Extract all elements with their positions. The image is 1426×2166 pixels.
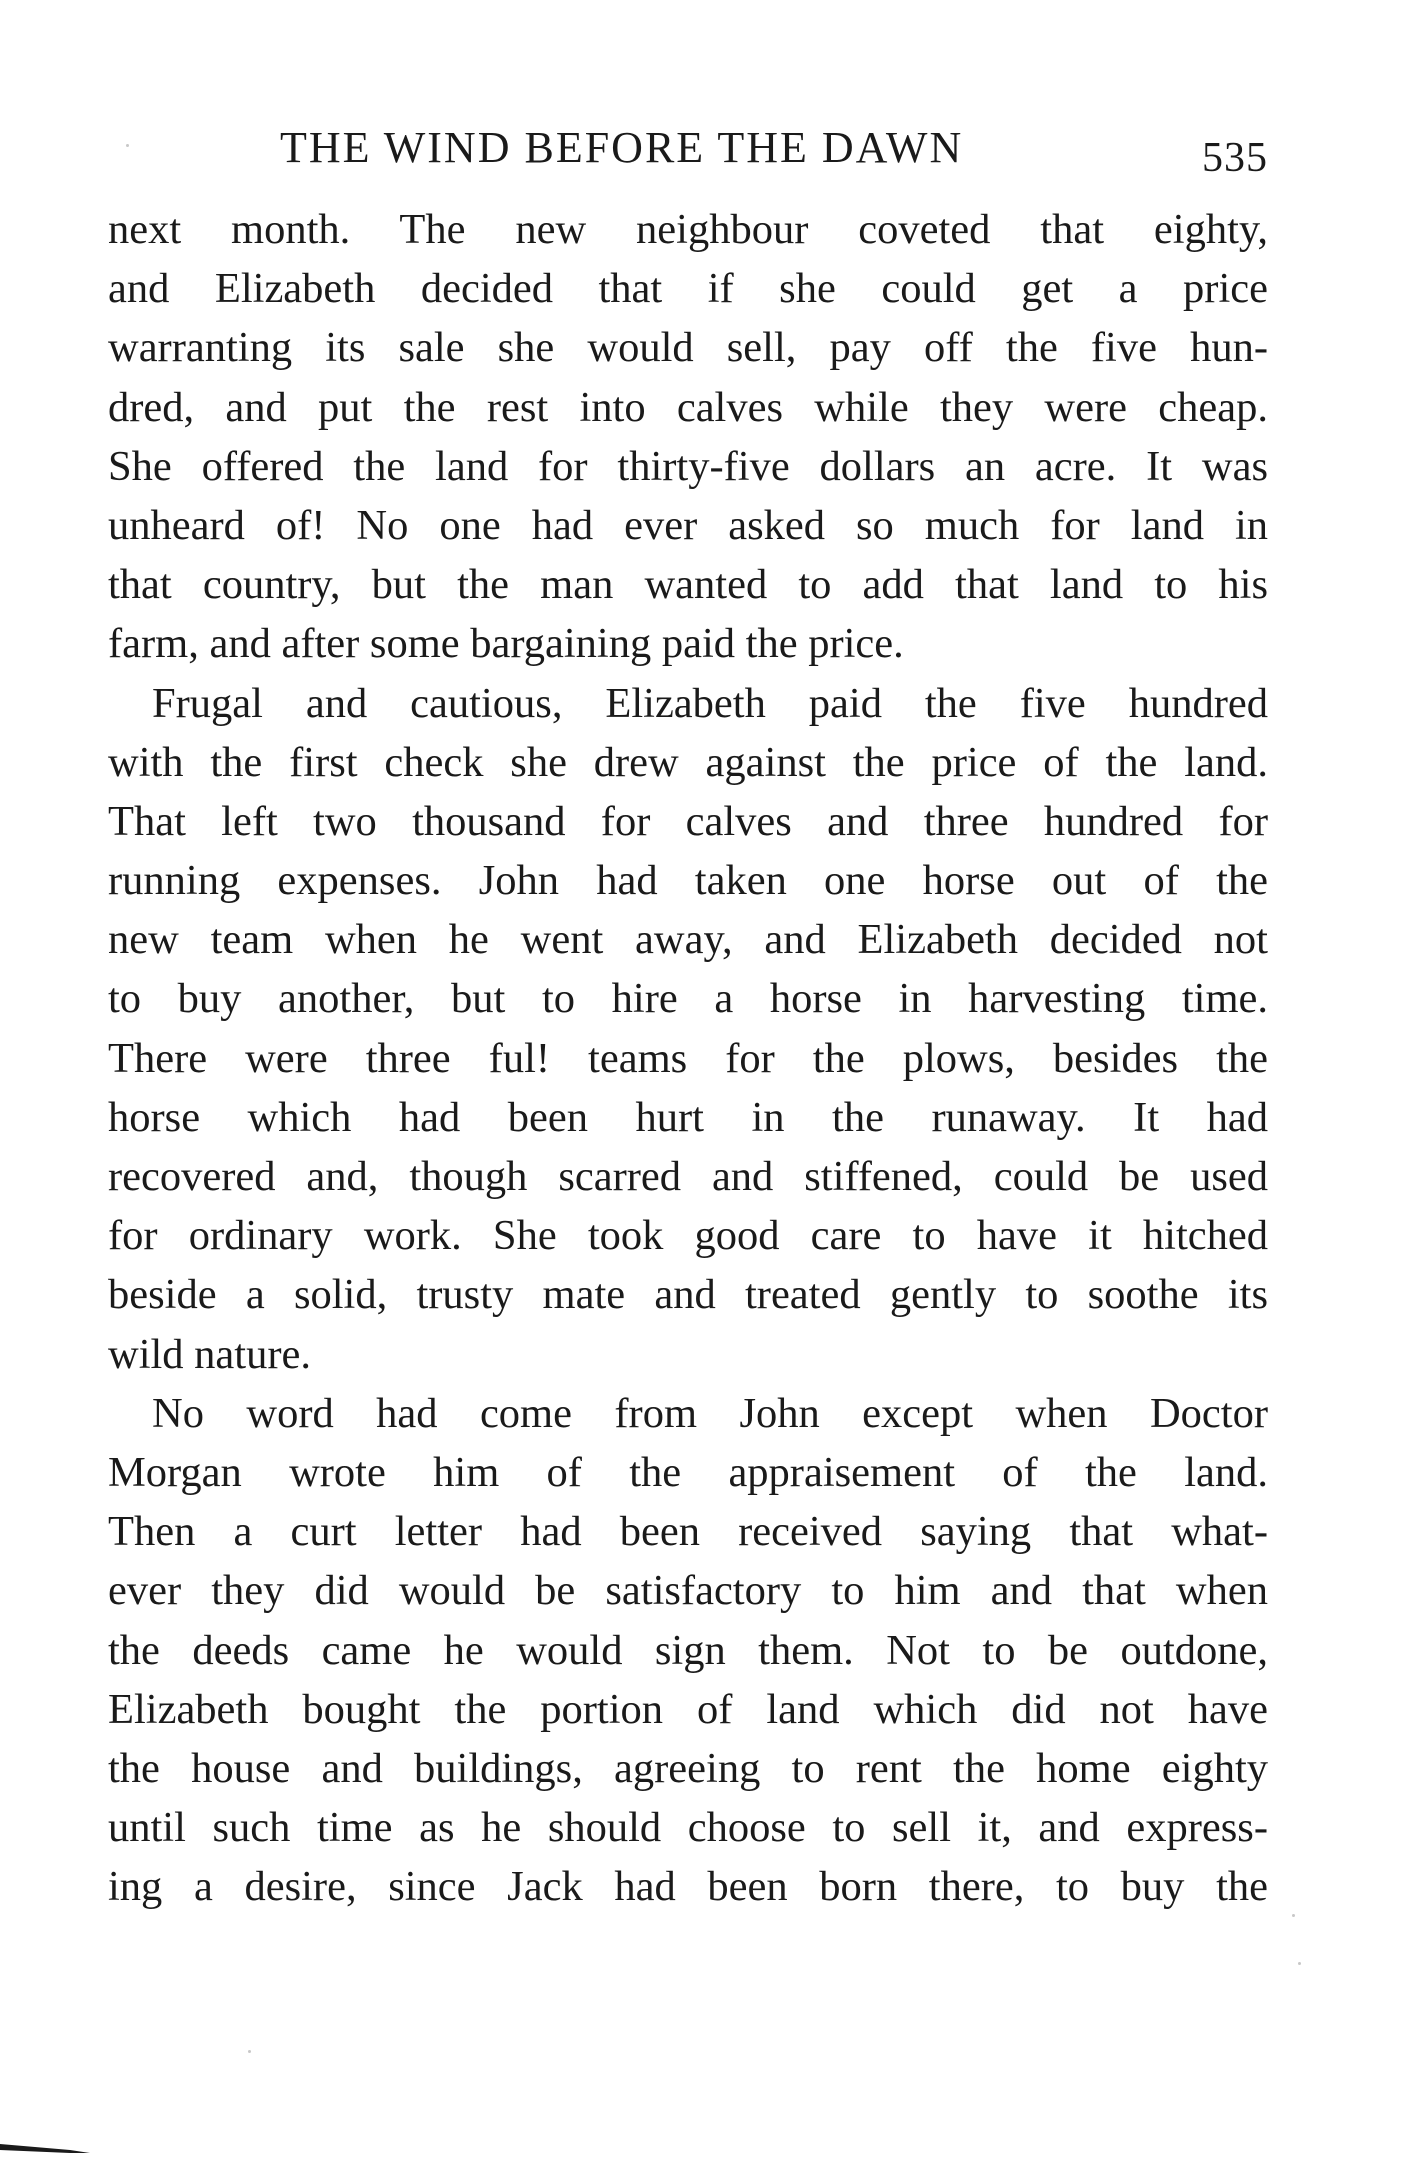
text-line: horse which had been hurt in the runaway. It had (108, 1093, 1268, 1141)
text-line: Frugal and cautious, Elizabeth paid the five hundred (152, 679, 1268, 727)
page-number: 535 (1202, 135, 1268, 181)
text-line: She offered the land for thirty-five dollars an acre. It was (108, 442, 1268, 490)
text-line: beside a solid, trusty mate and treated gently to soothe its (108, 1271, 1268, 1319)
text-line: dred, and put the rest into calves while they were cheap. (108, 383, 1268, 431)
page-edge-mark (0, 2128, 92, 2154)
text-line: with the first check she drew against the price of the land. (108, 738, 1268, 786)
paragraph (108, 1384, 1268, 1917)
text-line: to buy another, but to hire a horse in harvesting time. (108, 975, 1268, 1023)
paper-speck (1298, 1962, 1301, 1965)
paragraph (108, 200, 1268, 674)
paper-speck (248, 2050, 251, 2053)
paper-speck (1292, 1914, 1295, 1917)
text-line: Elizabeth bought the portion of land which did not have (108, 1685, 1268, 1733)
text-line: and Elizabeth decided that if she could get a price (108, 265, 1268, 313)
text-line: the deeds came he would sign them. Not to be outdone, (108, 1626, 1268, 1674)
text-line: That left two thousand for calves and three hundred for (108, 797, 1268, 845)
text-line: next month. The new neighbour coveted that eighty, (108, 206, 1268, 253)
running-title: THE WIND BEFORE THE DAWN (280, 123, 964, 172)
text-line: until such time as he should choose to sell it, and express- (108, 1804, 1268, 1852)
paper-speck (126, 144, 129, 147)
text-line: unheard of! No one had ever asked so much for land in (108, 501, 1268, 549)
text-line: No word had come from John except when Doctor (152, 1389, 1268, 1437)
text-line: that country, but the man wanted to add that land to his (108, 561, 1268, 609)
paragraph (108, 674, 1268, 1384)
text-line: There were three ful! teams for the plows, besides the (108, 1034, 1268, 1082)
text-line: recovered and, though scarred and stiffened, could be used (108, 1153, 1268, 1200)
text-line: running expenses. John had taken one horse out of the (108, 857, 1268, 905)
text-line: ever they did would be satisfactory to him and that when (108, 1567, 1268, 1615)
text-line: the house and buildings, agreeing to rent the home eighty (108, 1744, 1268, 1792)
body-text (108, 200, 1268, 1916)
running-head (108, 118, 1268, 181)
text-line: Morgan wrote him of the appraisement of the land. (108, 1448, 1268, 1496)
text-line: farm, and after some bargaining paid the price. (108, 620, 904, 668)
text-line: Then a curt letter had been received saying that what- (108, 1508, 1268, 1556)
text-line: for ordinary work. She took good care to have it hitched (108, 1212, 1268, 1260)
text-line: ing a desire, since Jack had been born there, to buy the (108, 1863, 1268, 1911)
text-line: new team when he went away, and Elizabeth decided not (108, 916, 1268, 964)
text-line: wild nature. (108, 1330, 311, 1378)
text-line: warranting its sale she would sell, pay off the five hun- (108, 324, 1268, 372)
